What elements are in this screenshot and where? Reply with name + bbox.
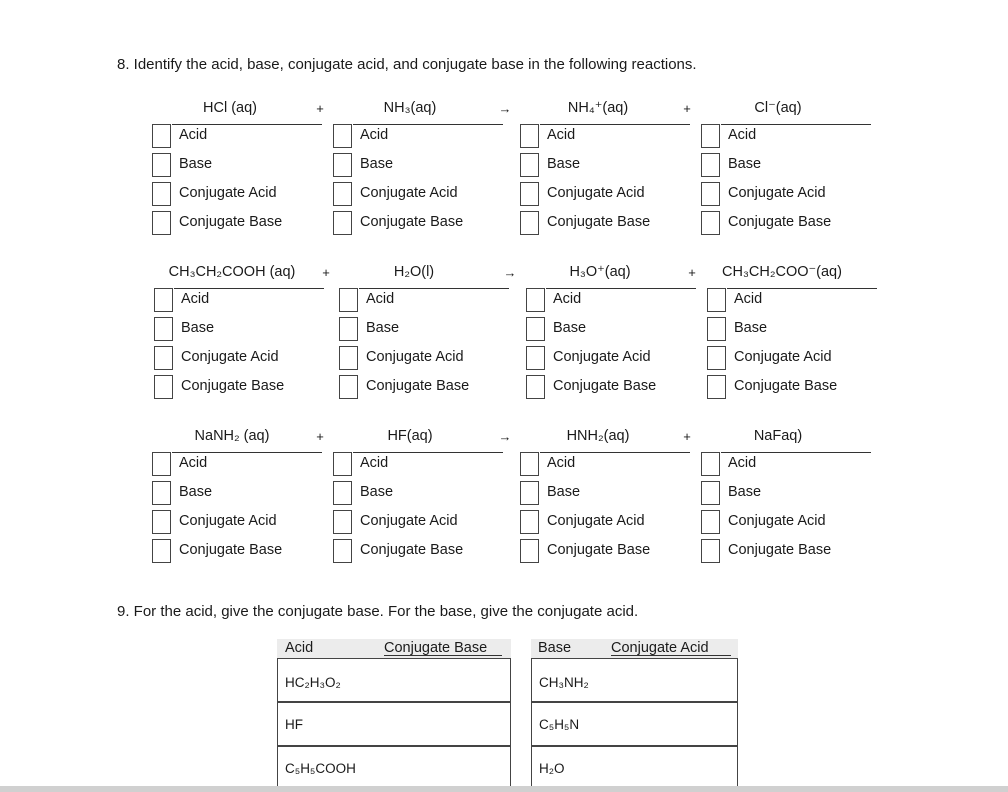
- reaction-species: NaNH₂ (aq): [194, 428, 270, 444]
- choice-option[interactable]: [707, 346, 867, 370]
- choice-option[interactable]: [520, 182, 680, 206]
- reaction-arrow: →: [498, 101, 512, 116]
- checkbox[interactable]: [526, 317, 545, 341]
- checkbox[interactable]: [701, 182, 720, 206]
- choice-label: Base: [547, 484, 581, 500]
- checkbox[interactable]: [520, 211, 539, 235]
- choice-option[interactable]: [707, 375, 867, 399]
- reaction-species: NH₄⁺(aq): [567, 100, 629, 116]
- header-underline: [611, 655, 731, 656]
- checkbox[interactable]: [520, 481, 539, 505]
- choice-label: Base: [181, 320, 215, 336]
- checkbox[interactable]: [333, 539, 352, 563]
- checkbox[interactable]: [152, 211, 171, 235]
- checkbox[interactable]: [701, 452, 720, 476]
- choice-label: Acid: [547, 455, 576, 471]
- checkbox[interactable]: [520, 153, 539, 177]
- plus-sign: +: [688, 265, 696, 280]
- checkbox[interactable]: [520, 539, 539, 563]
- choice-label: Base: [547, 156, 581, 172]
- choice-label: Conjugate Acid: [547, 513, 645, 529]
- choice-label: Acid: [728, 127, 757, 143]
- plus-sign: +: [322, 265, 330, 280]
- choice-label: Conjugate Base: [553, 378, 657, 394]
- reaction-species: CH₃CH₂COO⁻(aq): [722, 264, 842, 280]
- choice-option[interactable]: [152, 153, 312, 177]
- choice-label: Conjugate Base: [181, 378, 285, 394]
- choice-label: Base: [360, 156, 394, 172]
- checkbox[interactable]: [526, 375, 545, 399]
- base-formula: CH₃NH₂: [539, 675, 589, 690]
- choice-label: Acid: [181, 291, 210, 307]
- choice-label: Conjugate Base: [366, 378, 470, 394]
- table-header-base: [531, 639, 738, 659]
- choice-option[interactable]: [154, 375, 314, 399]
- choice-option[interactable]: [701, 153, 861, 177]
- reaction-species: H₃O⁺(aq): [569, 264, 631, 280]
- base-formula: H₂O: [539, 761, 565, 776]
- reaction-species: HCl (aq): [203, 100, 257, 116]
- checkbox[interactable]: [520, 510, 539, 534]
- choice-option[interactable]: [152, 539, 312, 563]
- choice-option[interactable]: [152, 510, 312, 534]
- choice-label: Conjugate Base: [547, 214, 651, 230]
- choice-option[interactable]: [339, 288, 499, 312]
- choice-label: Conjugate Acid: [179, 513, 277, 529]
- acid-answer-row[interactable]: [277, 702, 511, 746]
- checkbox[interactable]: [701, 124, 720, 148]
- choice-label: Conjugate Base: [728, 542, 832, 558]
- reaction-species: HF(aq): [387, 428, 433, 444]
- choice-option[interactable]: [333, 182, 493, 206]
- choice-option[interactable]: [701, 510, 861, 534]
- choice-option[interactable]: [701, 211, 861, 235]
- acid-formula: C₅H₅COOH: [285, 761, 356, 776]
- choice-label: Conjugate Base: [728, 214, 832, 230]
- choice-option[interactable]: [152, 211, 312, 235]
- choice-option[interactable]: [520, 211, 680, 235]
- choice-label: Conjugate Acid: [360, 513, 458, 529]
- choice-option[interactable]: [333, 510, 493, 534]
- choice-label: Acid: [547, 127, 576, 143]
- choice-option[interactable]: [333, 481, 493, 505]
- base-answer-row[interactable]: [531, 702, 738, 746]
- choice-option[interactable]: [520, 153, 680, 177]
- checkbox[interactable]: [520, 452, 539, 476]
- checkbox[interactable]: [152, 539, 171, 563]
- checkbox[interactable]: [520, 182, 539, 206]
- choice-option[interactable]: [154, 288, 314, 312]
- choice-label: Conjugate Acid: [553, 349, 651, 365]
- checkbox[interactable]: [333, 124, 352, 148]
- choice-option[interactable]: [520, 510, 680, 534]
- choice-option[interactable]: [526, 317, 686, 341]
- choice-label: Conjugate Base: [179, 542, 283, 558]
- choice-option[interactable]: [339, 375, 499, 399]
- choice-label: Base: [366, 320, 400, 336]
- choice-option[interactable]: [707, 288, 867, 312]
- choice-option[interactable]: [707, 317, 867, 341]
- checkbox[interactable]: [339, 288, 358, 312]
- choice-option[interactable]: [333, 539, 493, 563]
- checkbox[interactable]: [526, 346, 545, 370]
- choice-label: Base: [728, 484, 762, 500]
- header-underline: [384, 655, 502, 656]
- choice-label: Acid: [734, 291, 763, 307]
- checkbox[interactable]: [707, 375, 726, 399]
- checkbox[interactable]: [520, 124, 539, 148]
- reaction-species: CH₃CH₂COOH (aq): [168, 264, 296, 280]
- reaction-species: NaFaq): [753, 428, 803, 444]
- acid-formula: HF: [285, 717, 303, 732]
- choice-label: Conjugate Acid: [547, 185, 645, 201]
- choice-option[interactable]: [520, 452, 680, 476]
- checkbox[interactable]: [707, 346, 726, 370]
- choice-label: Acid: [366, 291, 395, 307]
- choice-label: Conjugate Acid: [734, 349, 832, 365]
- table-header-acid: [277, 639, 511, 659]
- reaction-species: Cl⁻(aq): [754, 100, 802, 116]
- choice-option[interactable]: [152, 182, 312, 206]
- choice-label: Acid: [360, 455, 389, 471]
- choice-option[interactable]: [520, 124, 680, 148]
- checkbox[interactable]: [339, 375, 358, 399]
- checkbox[interactable]: [152, 124, 171, 148]
- checkbox[interactable]: [333, 481, 352, 505]
- choice-option[interactable]: [333, 452, 493, 476]
- choice-label: Conjugate Acid: [181, 349, 279, 365]
- choice-label: Conjugate Acid: [366, 349, 464, 365]
- choice-option[interactable]: [154, 346, 314, 370]
- checkbox[interactable]: [707, 288, 726, 312]
- choice-option[interactable]: [339, 346, 499, 370]
- header-acid: Acid: [285, 640, 314, 656]
- header-conjugate-acid: Conjugate Acid: [611, 640, 709, 656]
- choice-label: Conjugate Acid: [179, 185, 277, 201]
- header-base: Base: [538, 640, 572, 656]
- choice-option[interactable]: [333, 124, 493, 148]
- choice-label: Acid: [360, 127, 389, 143]
- checkbox[interactable]: [701, 539, 720, 563]
- choice-option[interactable]: [526, 288, 686, 312]
- choice-option[interactable]: [520, 539, 680, 563]
- question-9-prompt: 9. For the acid, give the conjugate base. For the base, give the conjugate acid.: [117, 603, 639, 620]
- choice-label: Conjugate Acid: [360, 185, 458, 201]
- question-8-prompt: 8. Identify the acid, base, conjugate acid, and conjugate base in the following reactions.: [117, 56, 697, 73]
- checkbox[interactable]: [707, 317, 726, 341]
- choice-label: Conjugate Acid: [728, 513, 826, 529]
- checkbox[interactable]: [333, 510, 352, 534]
- checkbox[interactable]: [339, 346, 358, 370]
- choice-option[interactable]: [526, 375, 686, 399]
- choice-option[interactable]: [333, 211, 493, 235]
- choice-label: Base: [179, 484, 213, 500]
- choice-label: Conjugate Base: [547, 542, 651, 558]
- checkbox[interactable]: [154, 346, 173, 370]
- reaction-species: H₂O(l): [393, 264, 435, 280]
- checkbox[interactable]: [339, 317, 358, 341]
- choice-label: Conjugate Acid: [728, 185, 826, 201]
- choice-label: Base: [728, 156, 762, 172]
- choice-label: Acid: [179, 455, 208, 471]
- choice-label: Base: [360, 484, 394, 500]
- choice-option[interactable]: [152, 481, 312, 505]
- choice-label: Base: [734, 320, 768, 336]
- reaction-arrow: →: [503, 265, 517, 280]
- choice-label: Conjugate Base: [179, 214, 283, 230]
- plus-sign: +: [316, 429, 324, 444]
- choice-option[interactable]: [701, 539, 861, 563]
- checkbox[interactable]: [701, 481, 720, 505]
- checkbox[interactable]: [701, 153, 720, 177]
- checkbox[interactable]: [333, 452, 352, 476]
- checkbox[interactable]: [333, 211, 352, 235]
- checkbox[interactable]: [154, 288, 173, 312]
- acid-formula: HC₂H₃O₂: [285, 675, 341, 690]
- checkbox[interactable]: [152, 182, 171, 206]
- choice-option[interactable]: [701, 124, 861, 148]
- checkbox[interactable]: [154, 317, 173, 341]
- base-formula: C₅H₅N: [539, 717, 580, 732]
- choice-label: Conjugate Base: [360, 542, 464, 558]
- checkbox[interactable]: [152, 153, 171, 177]
- choice-option[interactable]: [526, 346, 686, 370]
- checkbox[interactable]: [701, 510, 720, 534]
- choice-label: Conjugate Base: [734, 378, 838, 394]
- base-answer-row[interactable]: [531, 658, 738, 702]
- header-conjugate-base: Conjugate Base: [384, 640, 488, 656]
- choice-option[interactable]: [152, 452, 312, 476]
- plus-sign: +: [683, 429, 691, 444]
- choice-option[interactable]: [701, 182, 861, 206]
- plus-sign: +: [683, 101, 691, 116]
- choice-option[interactable]: [152, 124, 312, 148]
- reaction-species: NH₃(aq): [383, 100, 437, 116]
- choice-option[interactable]: [154, 317, 314, 341]
- choice-option[interactable]: [701, 452, 861, 476]
- choice-label: Base: [179, 156, 213, 172]
- page-bottom-edge: [0, 786, 1008, 792]
- checkbox[interactable]: [526, 288, 545, 312]
- acid-answer-row[interactable]: [277, 658, 511, 702]
- choice-option[interactable]: [701, 481, 861, 505]
- choice-label: Base: [553, 320, 587, 336]
- checkbox[interactable]: [154, 375, 173, 399]
- checkbox[interactable]: [152, 481, 171, 505]
- choice-option[interactable]: [339, 317, 499, 341]
- choice-label: Conjugate Base: [360, 214, 464, 230]
- checkbox[interactable]: [701, 211, 720, 235]
- choice-label: Acid: [728, 455, 757, 471]
- plus-sign: +: [316, 101, 324, 116]
- reaction-arrow: →: [498, 429, 512, 444]
- checkbox[interactable]: [152, 452, 171, 476]
- choice-option[interactable]: [520, 481, 680, 505]
- checkbox[interactable]: [333, 182, 352, 206]
- checkbox[interactable]: [152, 510, 171, 534]
- reaction-species: HNH₂(aq): [566, 428, 630, 444]
- choice-label: Acid: [553, 291, 582, 307]
- choice-label: Acid: [179, 127, 208, 143]
- checkbox[interactable]: [333, 153, 352, 177]
- choice-option[interactable]: [333, 153, 493, 177]
